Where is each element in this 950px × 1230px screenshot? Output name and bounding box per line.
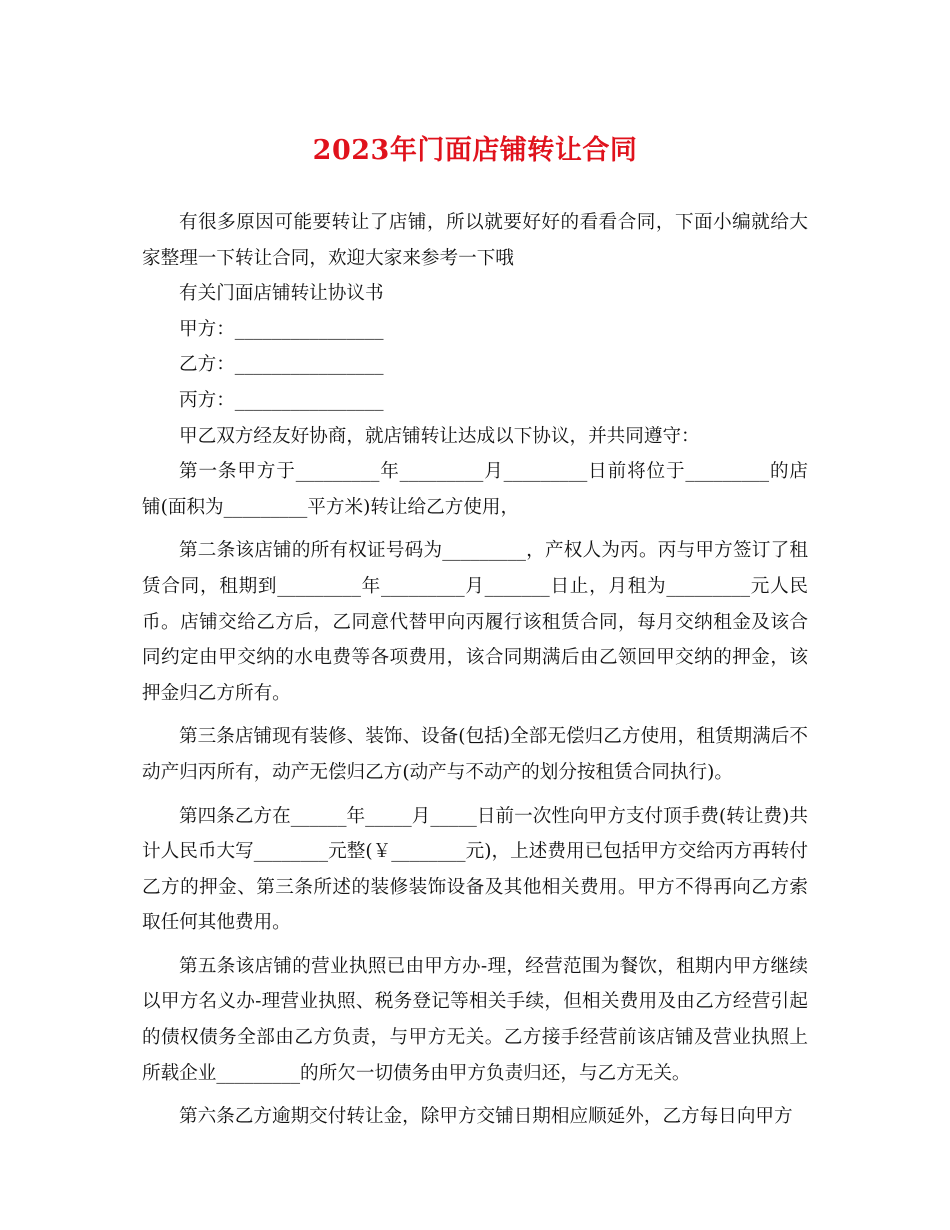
document-title: 2023年门面店铺转让合同 [312,135,638,166]
party-c-line: 丙方：________________ [179,389,384,411]
agreement-line: 甲乙双方经友好协商，就店铺转让达成以下协议，并共同遵守： [179,425,700,447]
document-body [142,205,808,1135]
article-4: 第四条乙方在______年_____月_____日前一次性向甲方支付顶手费(转让费)共计人民币大写________元整(￥________元)，上述费用已包括甲方交给丙方再转付乙方的押金、第三条所述的装修装饰设备及其他相关费用。甲方不得再向乙方索取任何其他费用。 [142,805,808,934]
party-b-line: 乙方：________________ [179,354,384,376]
party-a-line: 甲方：________________ [179,318,384,340]
article-1: 第一条甲方于_________年_________月_________日前将位于_________的店铺(面积为_________平方米)转让给乙方使用， [142,461,808,518]
article-3: 第三条店铺现有装修、装饰、设备(包括)全部无偿归乙方使用，租赁期满后不动产归丙所有，动产无偿归乙方(动产与不动产的划分按租赁合同执行)。 [142,726,808,783]
article-2: 第二条该店铺的所有权证号码为_________，产权人为丙。丙与甲方签订了租赁合同，租期到_________年_________月_______日止，月租为_________元人民币。店铺交给乙方后，乙同意代替甲向丙履行该租赁合同，每月交纳租金及该合同约定由甲交纳的水电费等各项费用，该合同期满后由乙领回甲交纳的押金，该押金归乙方所有。 [142,540,808,704]
article-5: 第五条该店铺的营业执照已由甲方办-理，经营范围为餐饮，租期内甲方继续以甲方名义办-理营业执照、税务登记等相关手续，但相关费用及由乙方经营引起的债权债务全部由乙方负责，与甲方无关。乙方接手经营前该店铺及营业执照上所载企业_________的所欠一切债务由甲方负责归还，与乙方无关。 [142,955,808,1084]
intro-paragraph: 有很多原因可能要转让了店铺，所以就要好好的看看合同，下面小编就给大家整理一下转让合同，欢迎大家来参考一下哦 [142,212,808,269]
article-6: 第六条乙方逾期交付转让金，除甲方交铺日期相应顺延外，乙方每日向甲方 [179,1106,793,1128]
subtitle-line: 有关门面店铺转让协议书 [179,283,384,305]
